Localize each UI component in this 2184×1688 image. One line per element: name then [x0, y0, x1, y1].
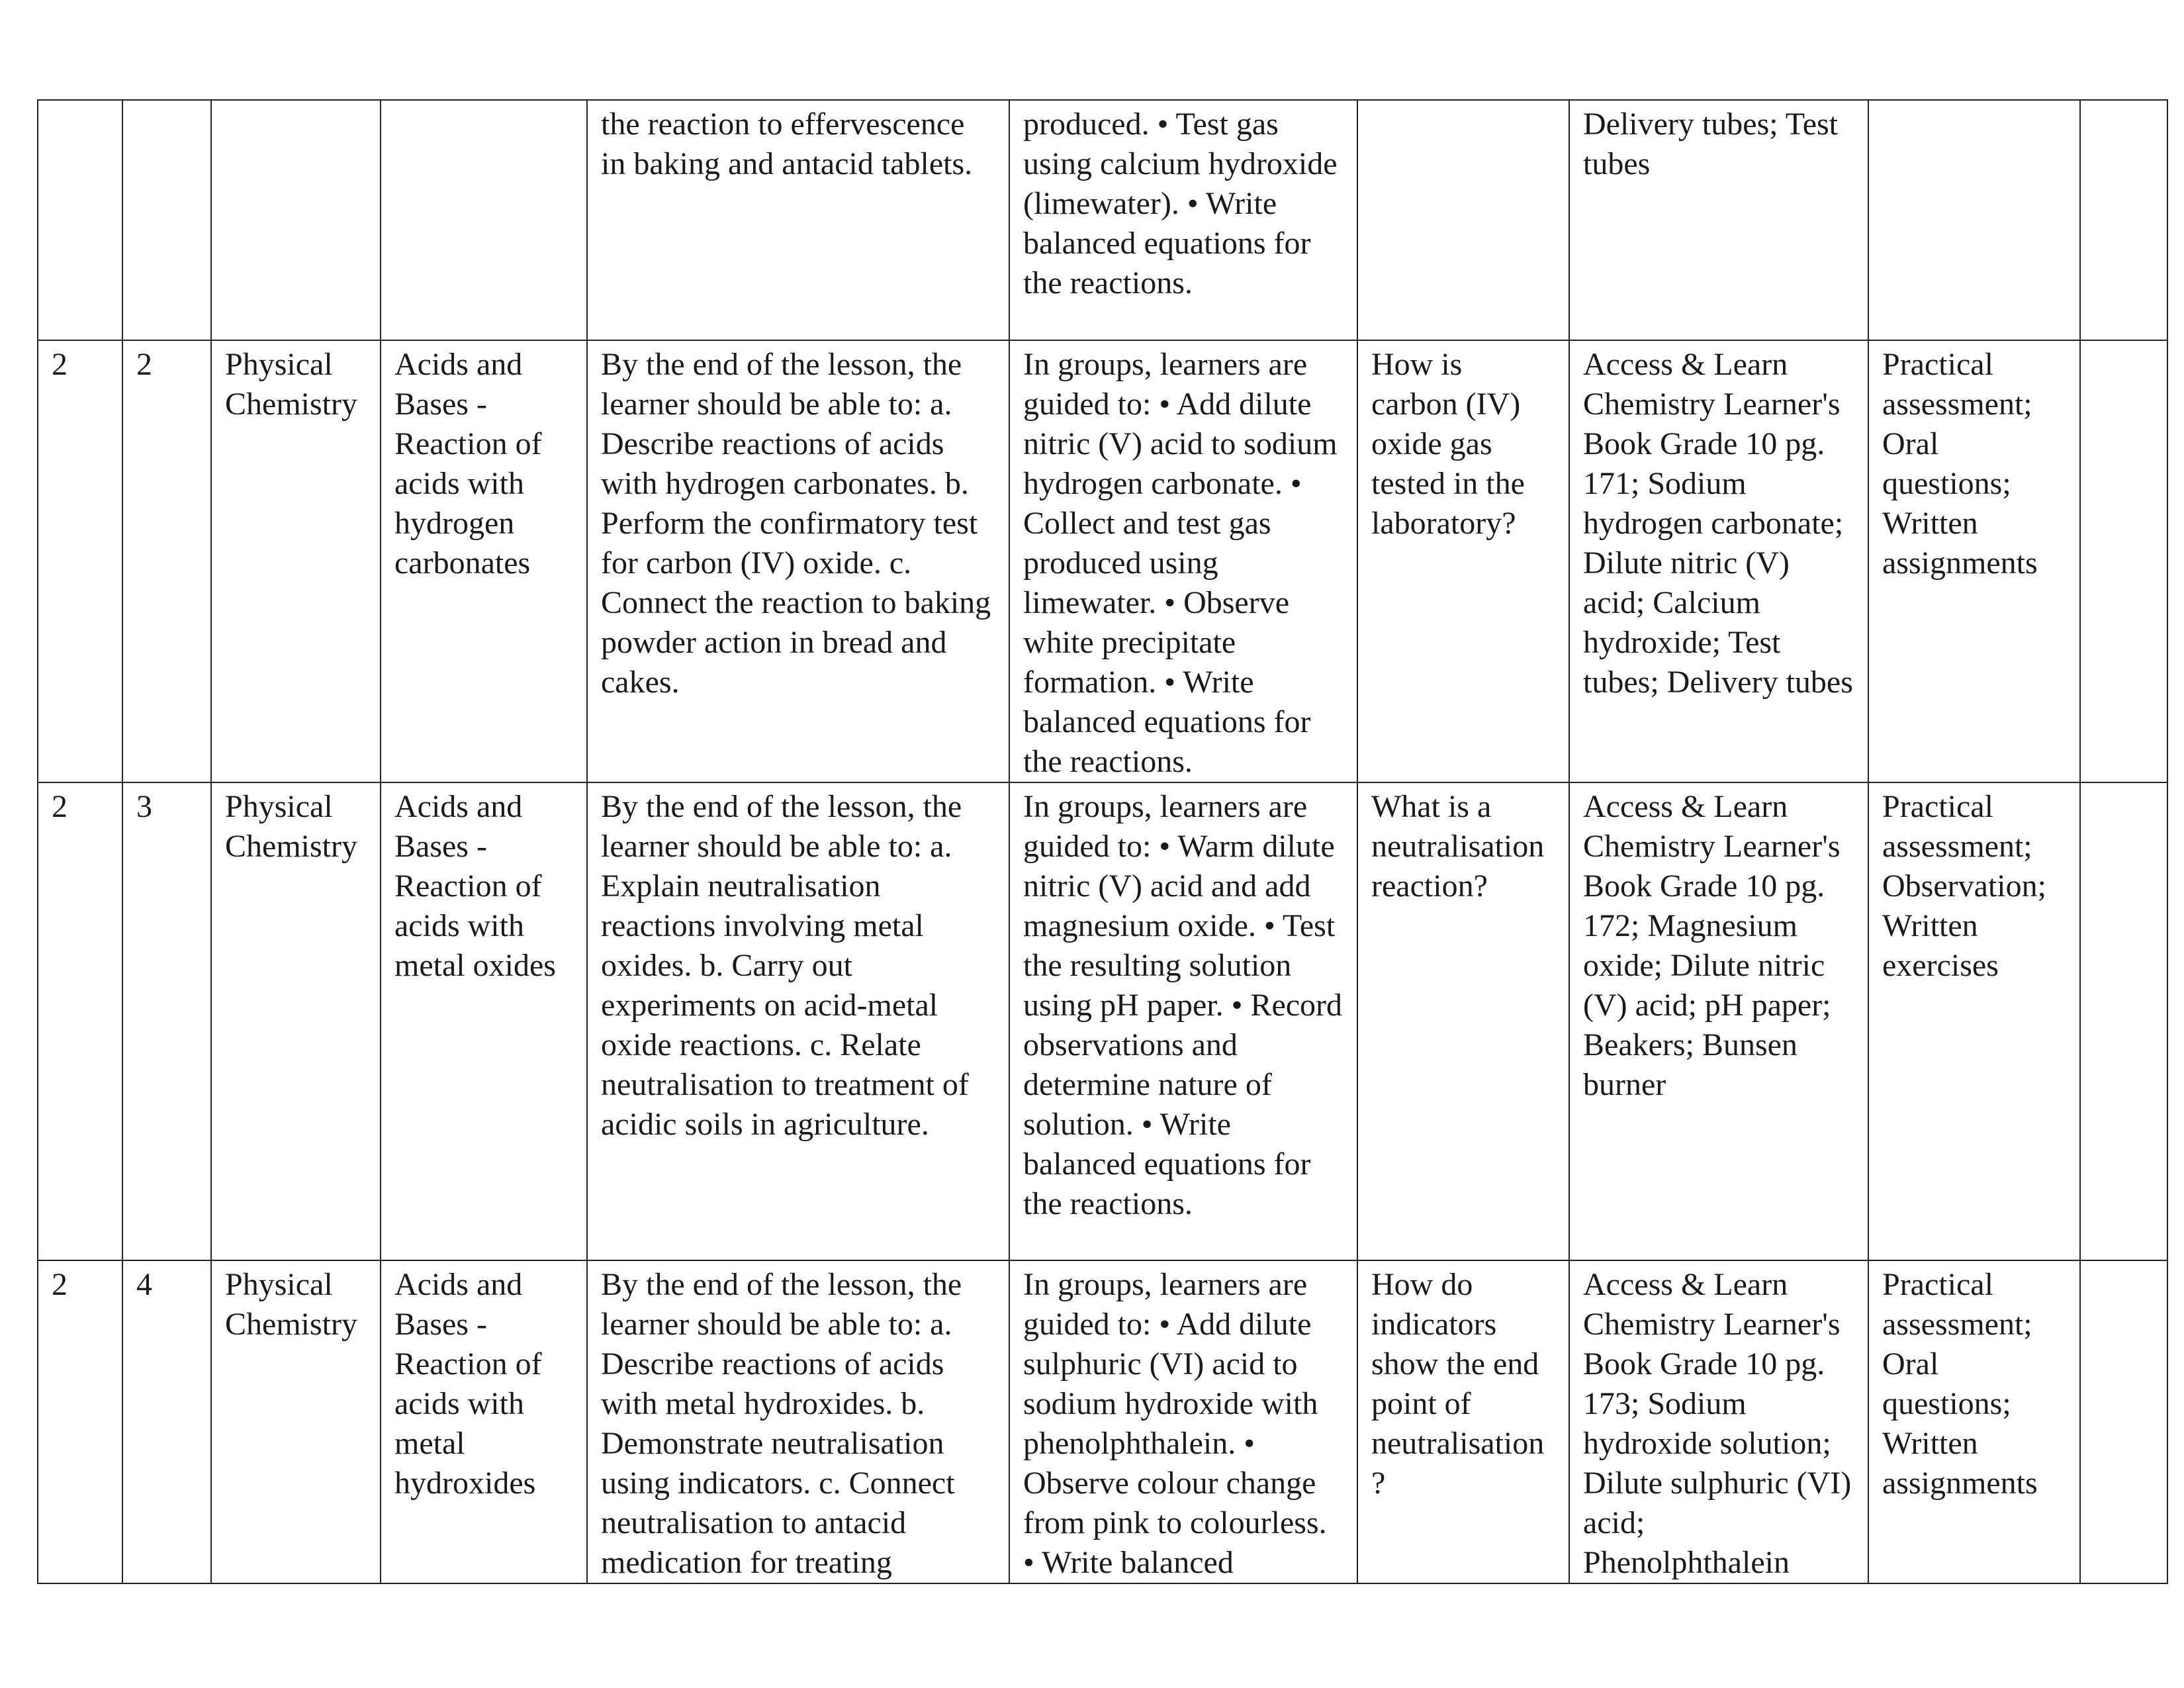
sub-strand-cell	[381, 100, 587, 340]
strand-cell	[211, 782, 381, 1260]
cell-text: How is carbon (IV) oxide gas tested in the laboratory?	[1371, 347, 1525, 541]
cell-text: Access & Learn Chemistry Learner's Book Grade 10 pg. 173; Sodium hydroxide solution; Dilute sulphuric (VI) acid; Phenolphthalein	[1583, 1267, 1852, 1580]
key-inquiry-question-cell	[1357, 1260, 1569, 1583]
assessment-cell	[1868, 340, 2080, 782]
learning-outcomes-cell	[587, 1260, 1009, 1583]
cell-text: Physical Chemistry	[225, 347, 357, 422]
strand-cell	[211, 100, 381, 340]
cell-text: Acids and Bases - Reaction of acids with hydrogen carbonates	[394, 347, 542, 581]
cell-text: the reaction to effervescence in baking and antacid tablets.	[601, 107, 973, 181]
learning-resources-cell	[1569, 100, 1868, 340]
cell-text: Acids and Bases - Reaction of acids with metal hydroxides	[394, 1267, 542, 1501]
week-cell	[38, 1260, 122, 1583]
sub-strand-cell	[381, 340, 587, 782]
remarks-cell	[2080, 340, 2167, 782]
learning-experiences-cell	[1009, 1260, 1357, 1583]
cell-text: By the end of the lesson, the learner should be able to: a. Explain neutralisation reactions involving metal oxides. b. Carry out experiments on acid-metal oxide reactions. c. Relate neutralisation to treatment of acidic soils in agriculture.	[601, 789, 969, 1142]
cell-text: Practical assessment; Oral questions; Written assignments	[1882, 1267, 2038, 1501]
sub-strand-cell	[381, 782, 587, 1260]
cell-text: In groups, learners are guided to: • Add dilute sulphuric (VI) acid to sodium hydroxide with phenolphthalein. • Observe colour change from pink to colourless. • Write balanced	[1023, 1267, 1327, 1580]
sub-strand-cell	[381, 1260, 587, 1583]
cell-text: 2	[52, 1267, 68, 1302]
week-cell	[38, 782, 122, 1260]
learning-resources-cell	[1569, 340, 1868, 782]
lesson-cell	[122, 340, 211, 782]
lesson-cell	[122, 1260, 211, 1583]
cell-text: 2	[52, 789, 68, 824]
week-cell	[38, 100, 122, 340]
key-inquiry-question-cell	[1357, 340, 1569, 782]
assessment-cell	[1868, 1260, 2080, 1583]
cell-text: How do indicators show the end point of neutralisation ?	[1371, 1267, 1545, 1501]
learning-experiences-cell	[1009, 782, 1357, 1260]
cell-text: Practical assessment; Oral questions; Written assignments	[1882, 347, 2038, 581]
cell-text: produced. • Test gas using calcium hydroxide (limewater). • Write balanced equations for the reactions.	[1023, 107, 1338, 301]
table-row	[38, 100, 2167, 340]
learning-outcomes-cell	[587, 782, 1009, 1260]
table-row	[38, 782, 2167, 1260]
learning-outcomes-cell	[587, 100, 1009, 340]
learning-resources-cell	[1569, 1260, 1868, 1583]
assessment-cell	[1868, 100, 2080, 340]
remarks-cell	[2080, 782, 2167, 1260]
cell-text: In groups, learners are guided to: • Add dilute nitric (V) acid to sodium hydrogen carbonate. • Collect and test gas produced using limewater. • Observe white precipitate formation. • Write balanced equations for the reactions.	[1023, 347, 1338, 779]
key-inquiry-question-cell	[1357, 782, 1569, 1260]
week-cell	[38, 340, 122, 782]
lesson-cell	[122, 782, 211, 1260]
scheme-of-work-table	[37, 99, 2168, 1584]
cell-text: Physical Chemistry	[225, 789, 357, 864]
remarks-cell	[2080, 1260, 2167, 1583]
cell-text: 4	[136, 1267, 152, 1302]
cell-text: By the end of the lesson, the learner should be able to: a. Describe reactions of acids with metal hydroxides. b. Demonstrate neutralisation using indicators. c. Connect neutralisation to antacid medication for treating	[601, 1267, 962, 1580]
cell-text: 2	[136, 347, 152, 382]
cell-text: Access & Learn Chemistry Learner's Book Grade 10 pg. 171; Sodium hydrogen carbonate; Dilute nitric (V) acid; Calcium hydroxide; Test tubes; Delivery tubes	[1583, 347, 1853, 700]
cell-text: What is a neutralisation reaction?	[1371, 789, 1545, 904]
key-inquiry-question-cell	[1357, 100, 1569, 340]
cell-text: Physical Chemistry	[225, 1267, 357, 1342]
table-row	[38, 340, 2167, 782]
learning-resources-cell	[1569, 782, 1868, 1260]
learning-experiences-cell	[1009, 340, 1357, 782]
cell-text: Access & Learn Chemistry Learner's Book Grade 10 pg. 172; Magnesium oxide; Dilute nitric (V) acid; pH paper; Beakers; Bunsen burner	[1583, 789, 1841, 1102]
cell-text: Acids and Bases - Reaction of acids with metal oxides	[394, 789, 556, 983]
cell-text: Delivery tubes; Test tubes	[1583, 107, 1839, 181]
remarks-cell	[2080, 100, 2167, 340]
learning-outcomes-cell	[587, 340, 1009, 782]
cell-text: 3	[136, 789, 152, 824]
cell-text: Practical assessment; Observation; Written exercises	[1882, 789, 2046, 983]
strand-cell	[211, 1260, 381, 1583]
table-row	[38, 1260, 2167, 1583]
cell-text: In groups, learners are guided to: • Warm dilute nitric (V) acid and add magnesium oxide. • Test the resulting solution using pH paper. • Record observations and determine nature of solution. • Write balanced equations for the reactions.	[1023, 789, 1343, 1221]
cell-text: By the end of the lesson, the learner should be able to: a. Describe reactions of acids with hydrogen carbonates. b. Perform the confirmatory test for carbon (IV) oxide. c. Connect the reaction to baking powder action in bread and cakes.	[601, 347, 991, 700]
strand-cell	[211, 340, 381, 782]
lesson-cell	[122, 100, 211, 340]
assessment-cell	[1868, 782, 2080, 1260]
cell-text: 2	[52, 347, 68, 382]
learning-experiences-cell	[1009, 100, 1357, 340]
